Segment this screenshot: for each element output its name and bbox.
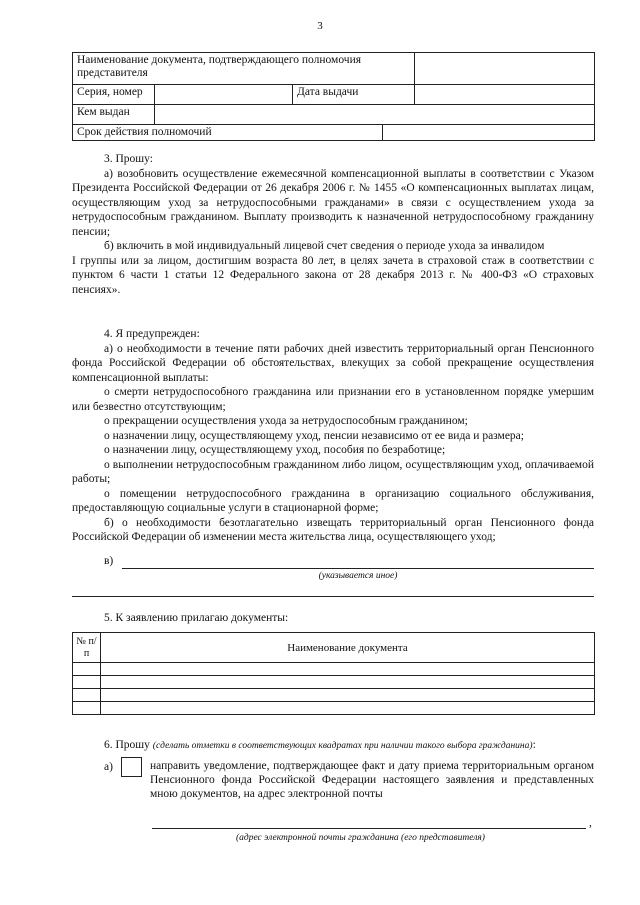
validity-field[interactable] <box>383 125 595 141</box>
table-row-doc[interactable] <box>101 702 595 715</box>
section-6-title: 6. Прошу <box>104 739 150 751</box>
section-4-heading: 4. Я предупрежден: <box>104 328 200 340</box>
section-4-subitem: о смерти нетрудоспособного гражданина или признании его в установленном порядке умершим или безвестно отсутствующим; <box>72 386 594 413</box>
section-3-heading: 3. Прошу: <box>104 153 153 165</box>
section-4-subitem: о прекращении осуществления ухода за нетрудоспособным гражданином; <box>104 415 468 427</box>
series-label: Серия, номер <box>73 85 155 105</box>
section-6-note: (сделать отметки в соответствующих квадратах при наличии такого выбора гражданина) <box>152 741 533 751</box>
section-3-item-b-line1: б) включить в мой индивидуальный лицевой счет сведения о периоде ухода за инвалидом <box>104 240 545 252</box>
table-row-num[interactable] <box>73 689 101 702</box>
issued-by-label: Кем выдан <box>73 105 155 125</box>
col-document-name-header: Наименование документа <box>101 633 595 663</box>
section-6-item-a-text: направить уведомление, подтверждающее факт и дату приема территориальным органом Пенсионного фонда Российской Федерации настоящего заявления и представленных мною документов, на адрес электронной почты <box>150 760 594 800</box>
table-row-num[interactable] <box>73 663 101 676</box>
other-input-line[interactable] <box>122 568 594 569</box>
attached-documents-table <box>72 632 595 715</box>
table-row-num[interactable] <box>73 676 101 689</box>
series-field[interactable] <box>155 85 293 105</box>
section-4-subitem: о выполнении нетрудоспособным гражданином либо лицом, осуществляющим уход, оплачиваемой работы; <box>72 458 594 485</box>
table-row-doc[interactable] <box>101 689 595 702</box>
section-4 <box>72 327 594 545</box>
representative-document-table <box>72 52 595 141</box>
section-6-heading <box>104 739 596 751</box>
section-4-subitem: о назначении лицу, осуществляющему уход, пенсии независимо от ее вида и размера; <box>104 429 524 442</box>
section-6-colon: : <box>532 739 536 751</box>
doc-name-field[interactable] <box>415 53 595 85</box>
issue-date-field[interactable] <box>415 85 595 105</box>
table-row-num[interactable] <box>73 702 101 715</box>
section-3 <box>72 152 594 297</box>
other-caption: (указывается иное) <box>318 571 398 581</box>
issued-by-field[interactable] <box>155 105 595 125</box>
section-4-subitem: о назначении лицу, осуществляющему уход, пособия по безработице; <box>104 444 446 456</box>
col-number-header: № п/п <box>73 633 101 663</box>
section-4-item-a: а) о необходимости в течение пяти рабочих дней известить территориальный орган Пенсионного фонда Российской Федерации об обстоятельствах, влекущих за собой прекращение осуществления компенсационной выплаты: <box>72 342 594 384</box>
table-row-doc[interactable] <box>101 663 595 676</box>
section-5-heading: 5. К заявлению прилагаю документы: <box>104 612 289 624</box>
table-row-doc[interactable] <box>101 676 595 689</box>
email-input-line[interactable] <box>152 828 586 829</box>
section-6-item-a-label: а) <box>104 761 113 773</box>
section-4-item-b: б) о необходимости безотлагательно извещать территориальный орган Пенсионного фонда Российской Федерации об изменении места жительства лица, осуществляющего уход; <box>72 516 594 543</box>
section-6-item-a-text-block <box>150 759 594 801</box>
email-comma: , <box>589 817 592 829</box>
validity-label: Срок действия полномочий <box>73 125 383 141</box>
email-caption: (адрес электронной почты гражданина (его представителя) <box>236 833 485 843</box>
email-notification-checkbox[interactable] <box>121 757 142 777</box>
page-number: 3 <box>317 20 323 32</box>
section-4-item-v-label: в) <box>104 555 114 567</box>
other-input-line-2[interactable] <box>72 596 594 597</box>
doc-name-label: Наименование документа, подтверждающего полномочия представителя <box>73 53 415 85</box>
section-4-subitem: о помещении нетрудоспособного гражданина в организацию социального обслуживания, предоставляющую социальные услуги в стационарной форме; <box>72 487 594 514</box>
section-3-item-b-line2: I группы или за лицом, достигшим возраста 80 лет, в целях зачета в страховой стаж в соответствии с пунктом 6 части 1 статьи 12 Федерального закона от 28 декабря 2013 г. № 400-ФЗ «О страховых пенсиях». <box>72 254 594 296</box>
issue-date-label: Дата выдачи <box>293 85 415 105</box>
section-3-item-a: а) возобновить осуществление ежемесячной компенсационной выплаты в соответствии с Указом Президента Российской Федерации от 26 декабря 2006 г. № 1455 «О компенсационных выплатах лицам, осуществляющим уход за нетрудоспособными гражданами» в связи с осуществлением ухода за нетрудоспособным гражданином. Выплату производить к назначенной нетрудоспособному гражданину пенсии; <box>72 167 594 238</box>
